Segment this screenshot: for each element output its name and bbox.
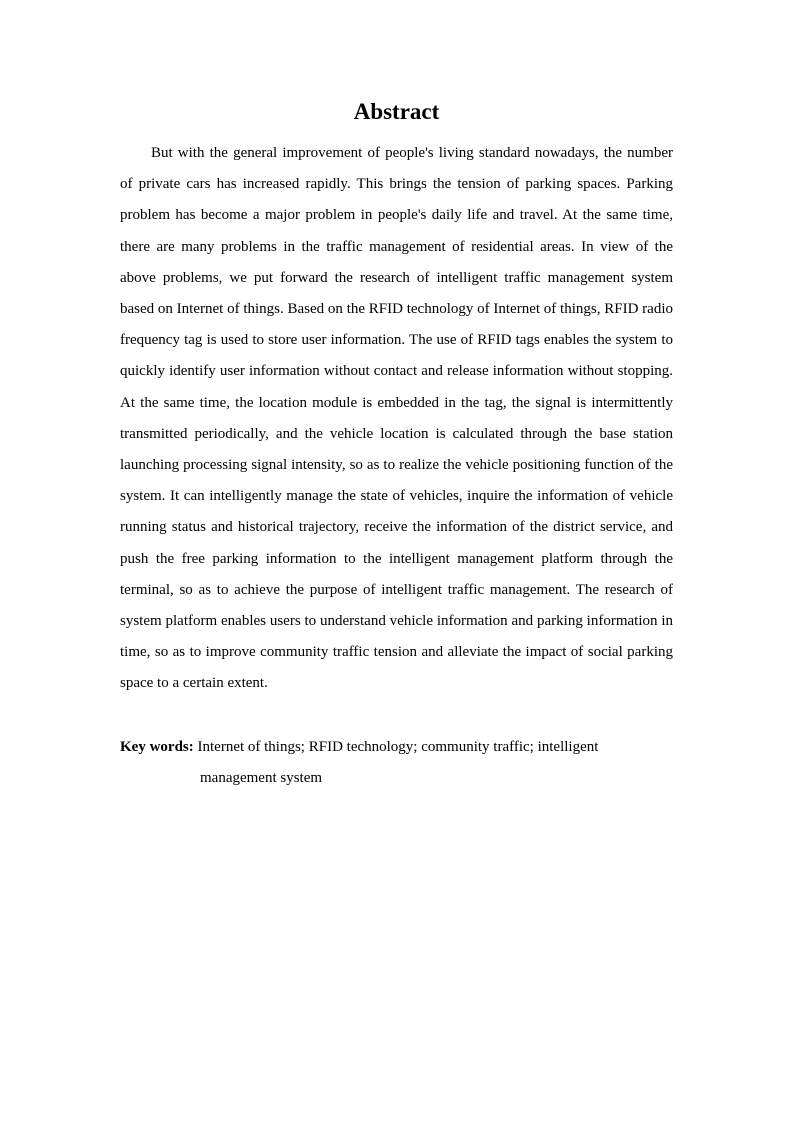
keywords-text: Internet of things; RFID technology; community traffic; intelligent management system: [197, 739, 599, 787]
keywords-label: Key words:: [120, 739, 194, 755]
abstract-title: Abstract: [353, 99, 440, 124]
abstract-paragraph: But with the general improvement of people's living standard nowadays, the number of private cars has increased rapidly. This brings the tension of parking spaces. Parking problem has become a major problem in people's daily life and travel. At the same time, there are many problems in the traffic management of residential areas. In view of the above problems, we put forward the research of intelligent traffic management system based on Internet of things. Based on the RFID technology of Internet of things, RFID radio frequency tag is used to store user information. The use of RFID tags enables the system to quickly identify user information without contact and release information without stopping. At the same time, the location module is embedded in the tag, the signal is intermittently transmitted periodically, and the vehicle location is calculated through the base station launching processing signal intensity, so as to realize the vehicle positioning function of the system. It can intelligently manage the state of vehicles, inquire the information of vehicle running status and historical trajectory, receive the information of the district service, and push the free parking information to the intelligent management platform through the terminal, so as to achieve the purpose of intelligent traffic management. The research of system platform enables users to understand vehicle information and parking information in time, so as to improve community traffic tension and alleviate the impact of social parking space to a certain extent.: [120, 145, 673, 692]
keywords-line: [120, 732, 673, 794]
